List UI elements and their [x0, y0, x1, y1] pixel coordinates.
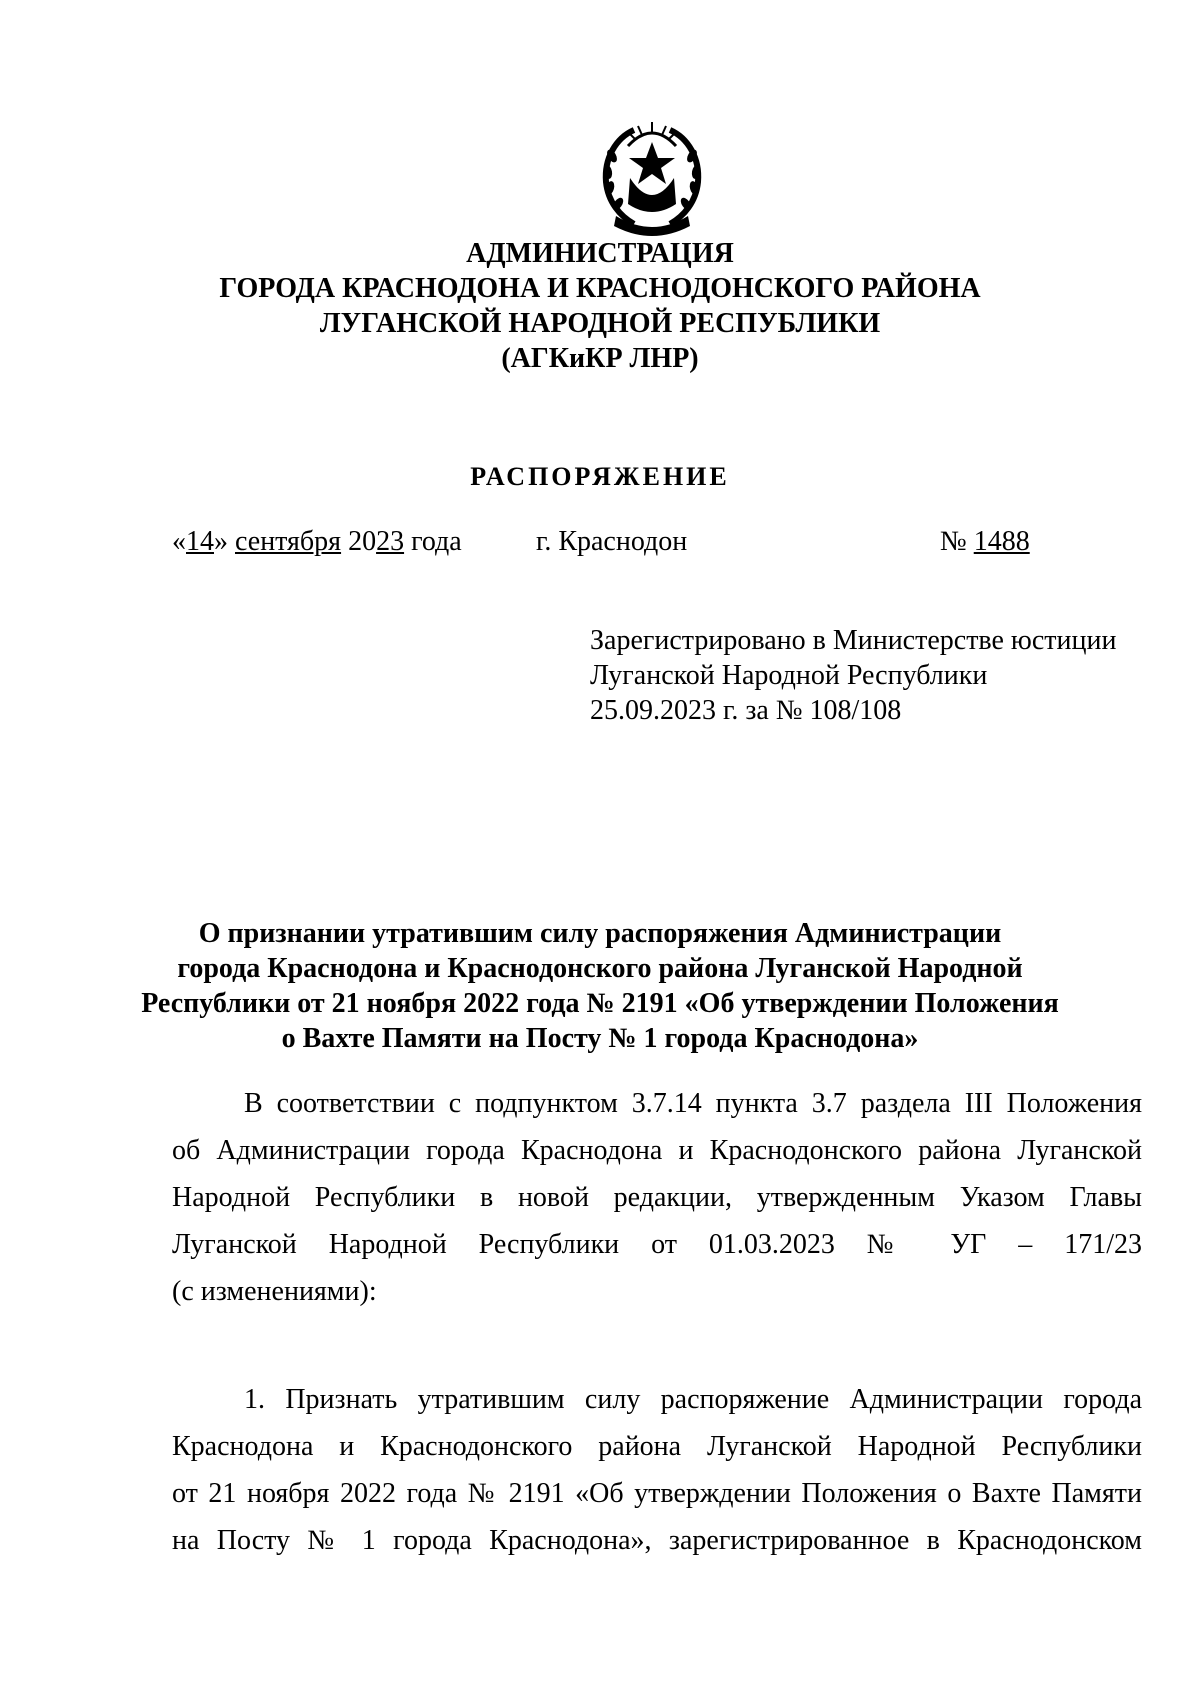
- preamble-line-2: об Администрации города Краснодона и Краснодонского района Луганской: [172, 1135, 1142, 1166]
- preamble-line-3: Народной Республики в новой редакции, утвержденным Указом Главы: [172, 1182, 1142, 1213]
- document-type: РАСПОРЯЖЕНИЕ: [470, 462, 730, 491]
- clause-line-3: от 21 ноября 2022 года № 2191 «Об утверждении Положения о Вахте Памяти: [172, 1478, 1142, 1509]
- registration-line-3: 25.09.2023 г. за № 108/108: [590, 695, 902, 726]
- clause-line-4: на Посту № 1 города Краснодона», зарегистрированное в Краснодонском: [172, 1525, 1142, 1556]
- date-month: сентября: [235, 526, 342, 557]
- registration-note: [590, 623, 1116, 728]
- date-year-word: года: [411, 526, 462, 557]
- issuer-header: [0, 236, 1200, 376]
- header-line-3: ЛУГАНСКОЙ НАРОДНОЙ РЕСПУБЛИКИ: [319, 308, 881, 339]
- clause-line-2: Краснодона и Краснодонского района Луганской Народной Республики: [172, 1431, 1142, 1462]
- clause-1-paragraph: [172, 1376, 1142, 1564]
- date-close-quote: »: [214, 526, 228, 557]
- document-title: [0, 916, 1200, 1056]
- date-year-suffix: 23: [376, 526, 405, 557]
- registration-line-2: Луганской Народной Республики: [590, 660, 988, 691]
- clause-line-1: 1. Признать утратившим силу распоряжение Администрации города: [244, 1384, 1142, 1415]
- coat-of-arms-icon: [594, 116, 710, 242]
- title-line-2: города Краснодона и Краснодонского района Луганской Народной: [177, 953, 1023, 984]
- preamble-paragraph: [172, 1080, 1142, 1315]
- preamble-line-4: Луганской Народной Республики от 01.03.2023 № УГ – 171/23: [172, 1229, 1142, 1260]
- preamble-line-5: (с изменениями):: [172, 1276, 377, 1307]
- header-line-2: ГОРОДА КРАСНОДОНА И КРАСНОДОНСКОГО РАЙОНА: [219, 273, 981, 304]
- header-line-4: (АГКиКР ЛНР): [501, 343, 699, 374]
- preamble-line-1: В соответствии с подпунктом 3.7.14 пункта 3.7 раздела III Положения: [244, 1088, 1142, 1119]
- title-line-4: о Вахте Памяти на Посту № 1 города Краснодона»: [281, 1023, 919, 1054]
- title-line-3: Республики от 21 ноября 2022 года № 2191 «Об утверждении Положения: [141, 988, 1059, 1019]
- date-open-quote: «: [172, 526, 186, 557]
- document-number: [940, 526, 1030, 558]
- number-value: 1488: [973, 526, 1030, 557]
- registration-line-1: Зарегистрировано в Министерстве юстиции: [590, 625, 1117, 656]
- date-day: 14: [186, 526, 214, 557]
- number-sign: №: [940, 526, 967, 557]
- title-line-1: О признании утратившим силу распоряжения Администрации: [198, 918, 1002, 949]
- date-year-prefix: 20: [348, 526, 377, 557]
- document-city: г. Краснодон: [536, 526, 688, 557]
- document-date: [172, 526, 462, 558]
- header-line-1: АДМИНИСТРАЦИЯ: [466, 238, 734, 269]
